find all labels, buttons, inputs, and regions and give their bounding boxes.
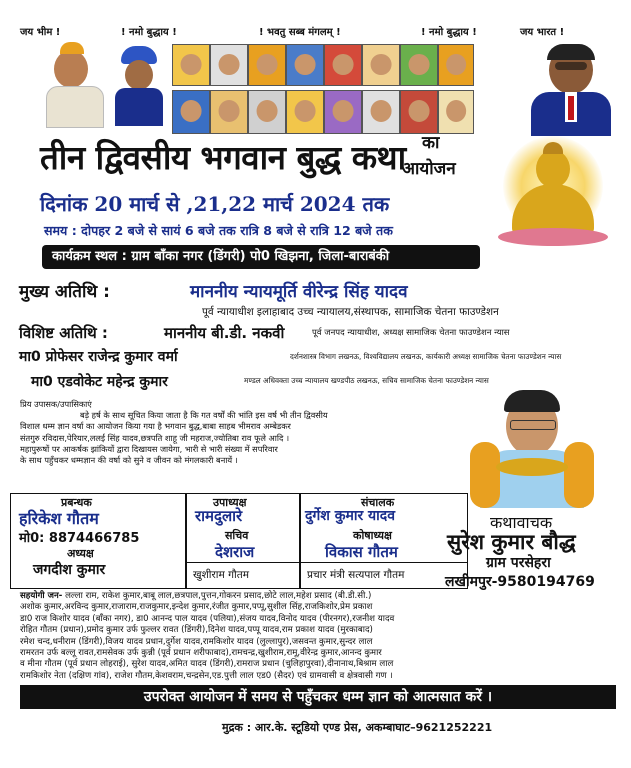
title-suffix-bottom: आयोजन xyxy=(402,159,456,179)
invitation-line: के साथ पहुँचकर धम्मज्ञान की वर्षा को सुने व जीवन को मंगलकारी बनायें । xyxy=(20,455,238,466)
leader-portrait-blue-turban xyxy=(113,44,165,126)
speaker-photo xyxy=(470,388,610,508)
saint-portrait xyxy=(40,40,108,126)
portrait-thumb xyxy=(362,44,400,86)
invitation-line: संतगुरु रविदास,पेरियार,ललई सिंह यादव,छत्रपति शाहू जी महराज,ज्योतिबा राव फूले आदि । xyxy=(20,432,290,443)
portrait-thumb xyxy=(438,90,474,134)
portrait-thumb xyxy=(362,90,400,134)
footer-banner: उपरोक्त आयोजन में समय से पहुँचकर धम्म ज्ञान को आत्मसात करें । xyxy=(20,685,616,709)
supporters-line: डा0 राज किशोर यादव (बाँका नगर), डा0 आनन्द पाल यादव (पलिया),संजय यादव,विनोद यादव (पीरनगर),रजनीश यादव xyxy=(20,613,395,624)
divider xyxy=(301,562,467,563)
invitation-greeting: प्रिय उपासक/उपासिकाएं xyxy=(20,399,92,409)
supporters-line: रामकिशोर नेता (दक्षिण गांव), राजेश गौतम,केशवराम,चन्द्रसेन,एड.पुत्ती लाल एड0 (सैदर) एवं ग्रामवासी व क्षेत्रवासी गण । xyxy=(20,670,393,681)
manager-phone: मो0: 8874466785 xyxy=(19,531,140,546)
speaker-contact: लखीमपुर-9580194769 xyxy=(445,574,595,590)
secretary-label: सचिव xyxy=(225,529,249,542)
supporters-line: व मीना गौतम (पूर्व प्रधान लोहराई), सुरेश यादव,अमित यादव (डिंगरी),रामराज प्रधान (चुलिहापुरवा),दीनानाथ,बिश्राम लाल xyxy=(20,659,394,670)
event-title: तीन द्विवसीय भगवान बुद्ध कथा xyxy=(40,138,406,177)
convenor-name: दुर्गेश कुमार यादव xyxy=(305,508,396,524)
portrait-thumb xyxy=(286,44,324,86)
portrait-thumb xyxy=(248,44,286,86)
slogan-namo-buddhay-right: ! नमो बुद्धाय ! xyxy=(421,27,477,38)
committee-extra-name: खुशीराम गौतम xyxy=(193,569,249,581)
chief-guest-description: पूर्व न्यायाधीश इलाहाबाद उच्च न्यायालय,संस्थापक, सामाजिक चेतना फाउण्डेशन xyxy=(202,306,499,318)
special-guest-description: पूर्व जनपद न्यायाधीश, अध्यक्ष सामाजिक चेतना फाउण्डेशन न्यास xyxy=(312,328,510,338)
slogan-jai-bhim: जय भीम ! xyxy=(20,27,61,38)
president-name: जगदीश कुमार xyxy=(33,562,106,578)
treasurer-label: कोषाध्यक्ष xyxy=(353,529,392,542)
invitation-line: विशाल धम्म ज्ञान वर्षा का आयोजन किया गया है भगवान बुद्ध,बाबा साहब भीमराव अम्बेडकर xyxy=(20,421,291,432)
vp-name: रामदुलारे xyxy=(195,507,243,525)
invitation-line: महापुरूषों पर आकर्षक झांकियों द्वारा दिखायस जायेगा, भारी से भारी संख्या में सपरिवार xyxy=(20,443,278,454)
speaker-role: कथावाचक xyxy=(490,513,553,532)
slogan-namo-buddhay-left: ! नमो बुद्धाय ! xyxy=(121,27,177,38)
slogan-jai-bharat: जय भारत ! xyxy=(520,27,565,38)
committee-box-manager xyxy=(10,493,186,589)
supporters-section xyxy=(20,591,624,682)
divider xyxy=(187,562,299,563)
supporters-line: रामरतन उर्फ बल्लू रावत,रामसेवक उर्फ कुन्नी (पूर्व प्रधान शरीफाबाद),रामचन्द्र,खुशीराम,रामू,वीरेन्द्र कुमार,आनन्द कुमार xyxy=(20,648,382,659)
invitation-body xyxy=(20,410,450,466)
supporters-label: सहयोगी जन- xyxy=(20,591,63,601)
ambedkar-portrait xyxy=(525,40,617,136)
portrait-thumb xyxy=(210,44,248,86)
chief-guest-name: माननीय न्यायमूर्ति वीरेन्द्र सिंह यादव xyxy=(190,282,408,302)
supporters-line: लल्ला राम, राकेश कुमार,बाबू लाल,छत्रपाल,पुत्तन,गोकरन प्रसाद,छोटे लाल,महेश प्रसाद (बी.डी.सी.) xyxy=(65,591,372,601)
treasurer-name: विकास गौतम xyxy=(325,543,398,561)
mahapurush-portrait-grid xyxy=(172,40,472,136)
special-guest-name: माननीय बी.डी. नकवी xyxy=(164,324,285,342)
slogan-bhavatu-sabba: ! भवतु सब्ब मंगलम् ! xyxy=(259,27,341,38)
chief-guest-label: मुख्य अतिथि : xyxy=(19,282,110,302)
invitation-line: बड़े हर्ष के साथ सूचित किया जाता है कि गत वर्षों की भांति इस वर्ष भी तीन द्विवसीय xyxy=(80,410,328,420)
guest-advocate-description: मण्डल अधिवक्ता उच्च न्यायालय खण्डपीठ लखनऊ, सचिव सामाजिक चेतना फाउण्डेशन न्यास xyxy=(244,376,489,385)
portrait-thumb xyxy=(248,90,286,134)
manager-label: प्रबन्धक xyxy=(61,496,92,509)
portrait-thumb xyxy=(286,90,324,134)
portrait-thumb xyxy=(400,44,438,86)
portrait-thumb xyxy=(172,90,210,134)
portrait-thumb xyxy=(400,90,438,134)
buddha-statue-image xyxy=(488,136,618,248)
speaker-village: ग्राम परसेहरा xyxy=(486,555,551,571)
portrait-thumb xyxy=(324,44,362,86)
committee-box-vp xyxy=(186,493,300,589)
vp-label: उपाध्यक्ष xyxy=(213,496,247,509)
supporters-line: रोहित गौतम (प्रधान),प्रमोद कुमार उर्फ फुल्लर रावत (डिंगरी),दिनेश यादव,पप्पू यादव,राम प्रकाश यादव (मुरकाबाद) xyxy=(20,625,373,636)
supporters-line: रमेश चन्द,धनीराम (डिंगरी),विजय यादव प्रधान,दुर्गेश यादव,रामकिशोर यादव (लुल्लापुर),जसवन्त कुमार,सुन्दर लाल xyxy=(20,636,373,647)
president-label: अध्यक्ष xyxy=(67,547,94,560)
printer-credit: मुद्रक : आर.के. स्टूडियो एण्ड प्रेस, अकम्बाघाट–9621252221 xyxy=(222,721,493,734)
venue-banner: कार्यक्रम स्थल : ग्राम बाँका नगर (डिंगरी) पो0 खिझना, जिला-बाराबंकी xyxy=(42,245,480,269)
portrait-thumb xyxy=(324,90,362,134)
convenor-label: संचालक xyxy=(361,496,395,509)
guest-professor-description: दर्शनशास्त्र विभाग लखनऊ, विश्वविद्यालय लखनऊ, कार्यकारी अध्यक्ष सामाजिक चेतना फाउण्डेशन न्यास xyxy=(290,352,562,361)
manager-name: हरिकेश गौतम xyxy=(19,509,99,528)
portrait-thumb xyxy=(172,44,210,86)
guest-advocate-name: मा0 एडवोकेट महेन्द्र कुमार xyxy=(31,374,168,390)
event-time: समय : दोपहर 2 बजे से सायं 6 बजे तक रात्रि 8 बजे से रात्रि 12 बजे तक xyxy=(44,223,393,238)
event-date: दिनांक 20 मार्च से ,21,22 मार्च 2024 तक xyxy=(40,192,390,216)
portrait-thumb xyxy=(438,44,474,86)
supporters-line: अशोक कुमार,अरविन्द कुमार,राजाराम,राजकुमार,इन्देश कुमार,रंजीत कुमार,पप्पू,सुशील सिंह,राजकिशोर,प्रेम प्रकाश xyxy=(20,602,373,613)
portrait-thumb xyxy=(210,90,248,134)
guest-professor-name: मा0 प्रोफेसर राजेन्द्र कुमार वर्मा xyxy=(19,349,178,365)
publicity-minister: प्रचार मंत्री सत्यपाल गौतम xyxy=(307,569,405,581)
committee-box-convenor xyxy=(300,493,468,589)
speaker-name: सुरेश कुमार बौद्ध xyxy=(447,529,576,554)
title-suffix-top: का xyxy=(422,133,440,153)
special-guest-label: विशिष्ट अतिथि : xyxy=(19,324,108,342)
secretary-name: देशराज xyxy=(215,543,255,561)
